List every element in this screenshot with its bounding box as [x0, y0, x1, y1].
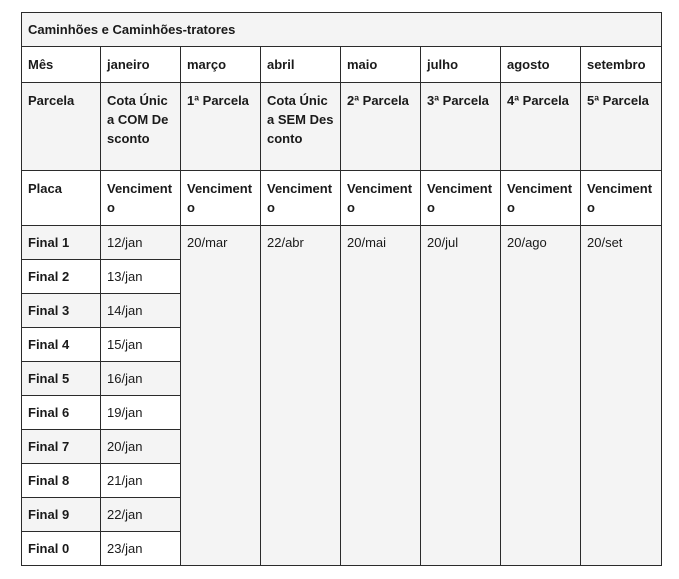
placa-cell: Final 7 [22, 430, 101, 464]
vencimento-header: Vencimento [101, 171, 181, 226]
month-header-setembro: setembro [581, 47, 662, 83]
vencimento-header: Vencimento [181, 171, 261, 226]
vencimento-header: Vencimento [421, 171, 501, 226]
placa-cell: Final 4 [22, 328, 101, 362]
month-header-agosto: agosto [501, 47, 581, 83]
janeiro-date-cell: 23/jan [101, 532, 181, 566]
parcela-5: 5ª Parcela [581, 83, 662, 171]
placa-cell: Final 2 [22, 260, 101, 294]
placa-cell: Final 3 [22, 294, 101, 328]
placa-header: Placa [22, 171, 101, 226]
placa-cell: Final 6 [22, 396, 101, 430]
month-header-julho: julho [421, 47, 501, 83]
placa-cell: Final 1 [22, 226, 101, 260]
month-header-janeiro: janeiro [101, 47, 181, 83]
janeiro-date-cell: 22/jan [101, 498, 181, 532]
placa-cell: Final 0 [22, 532, 101, 566]
agosto-date-cell: 20/ago [501, 226, 581, 566]
vencimento-header: Vencimento [501, 171, 581, 226]
janeiro-date-cell: 16/jan [101, 362, 181, 396]
julho-date-cell: 20/jul [421, 226, 501, 566]
month-header-maio: maio [341, 47, 421, 83]
janeiro-date-cell: 13/jan [101, 260, 181, 294]
parcela-3: 3ª Parcela [421, 83, 501, 171]
maio-date-cell: 20/mai [341, 226, 421, 566]
table-caption: Caminhões e Caminhões-tratores [22, 13, 662, 47]
janeiro-date-cell: 21/jan [101, 464, 181, 498]
placa-cell: Final 9 [22, 498, 101, 532]
janeiro-date-cell: 20/jan [101, 430, 181, 464]
marco-date-cell: 20/mar [181, 226, 261, 566]
parcela-2: 2ª Parcela [341, 83, 421, 171]
abril-date-cell: 22/abr [261, 226, 341, 566]
month-header-abril: abril [261, 47, 341, 83]
placa-cell: Final 5 [22, 362, 101, 396]
parcela-cota-unica-sem-desconto: Cota Única SEM Desconto [261, 83, 341, 171]
month-header-label: Mês [22, 47, 101, 83]
month-header-marco: março [181, 47, 261, 83]
vencimento-header: Vencimento [581, 171, 662, 226]
janeiro-date-cell: 14/jan [101, 294, 181, 328]
parcela-header-label: Parcela [22, 83, 101, 171]
setembro-date-cell: 20/set [581, 226, 662, 566]
table-row [22, 226, 662, 260]
janeiro-date-cell: 15/jan [101, 328, 181, 362]
janeiro-date-cell: 19/jan [101, 396, 181, 430]
placa-cell: Final 8 [22, 464, 101, 498]
janeiro-date-cell: 12/jan [101, 226, 181, 260]
ipva-schedule-table [21, 12, 662, 566]
parcela-4: 4ª Parcela [501, 83, 581, 171]
vencimento-header: Vencimento [261, 171, 341, 226]
parcela-cota-unica-com-desconto: Cota Única COM Desconto [101, 83, 181, 171]
vencimento-header: Vencimento [341, 171, 421, 226]
parcela-1: 1ª Parcela [181, 83, 261, 171]
